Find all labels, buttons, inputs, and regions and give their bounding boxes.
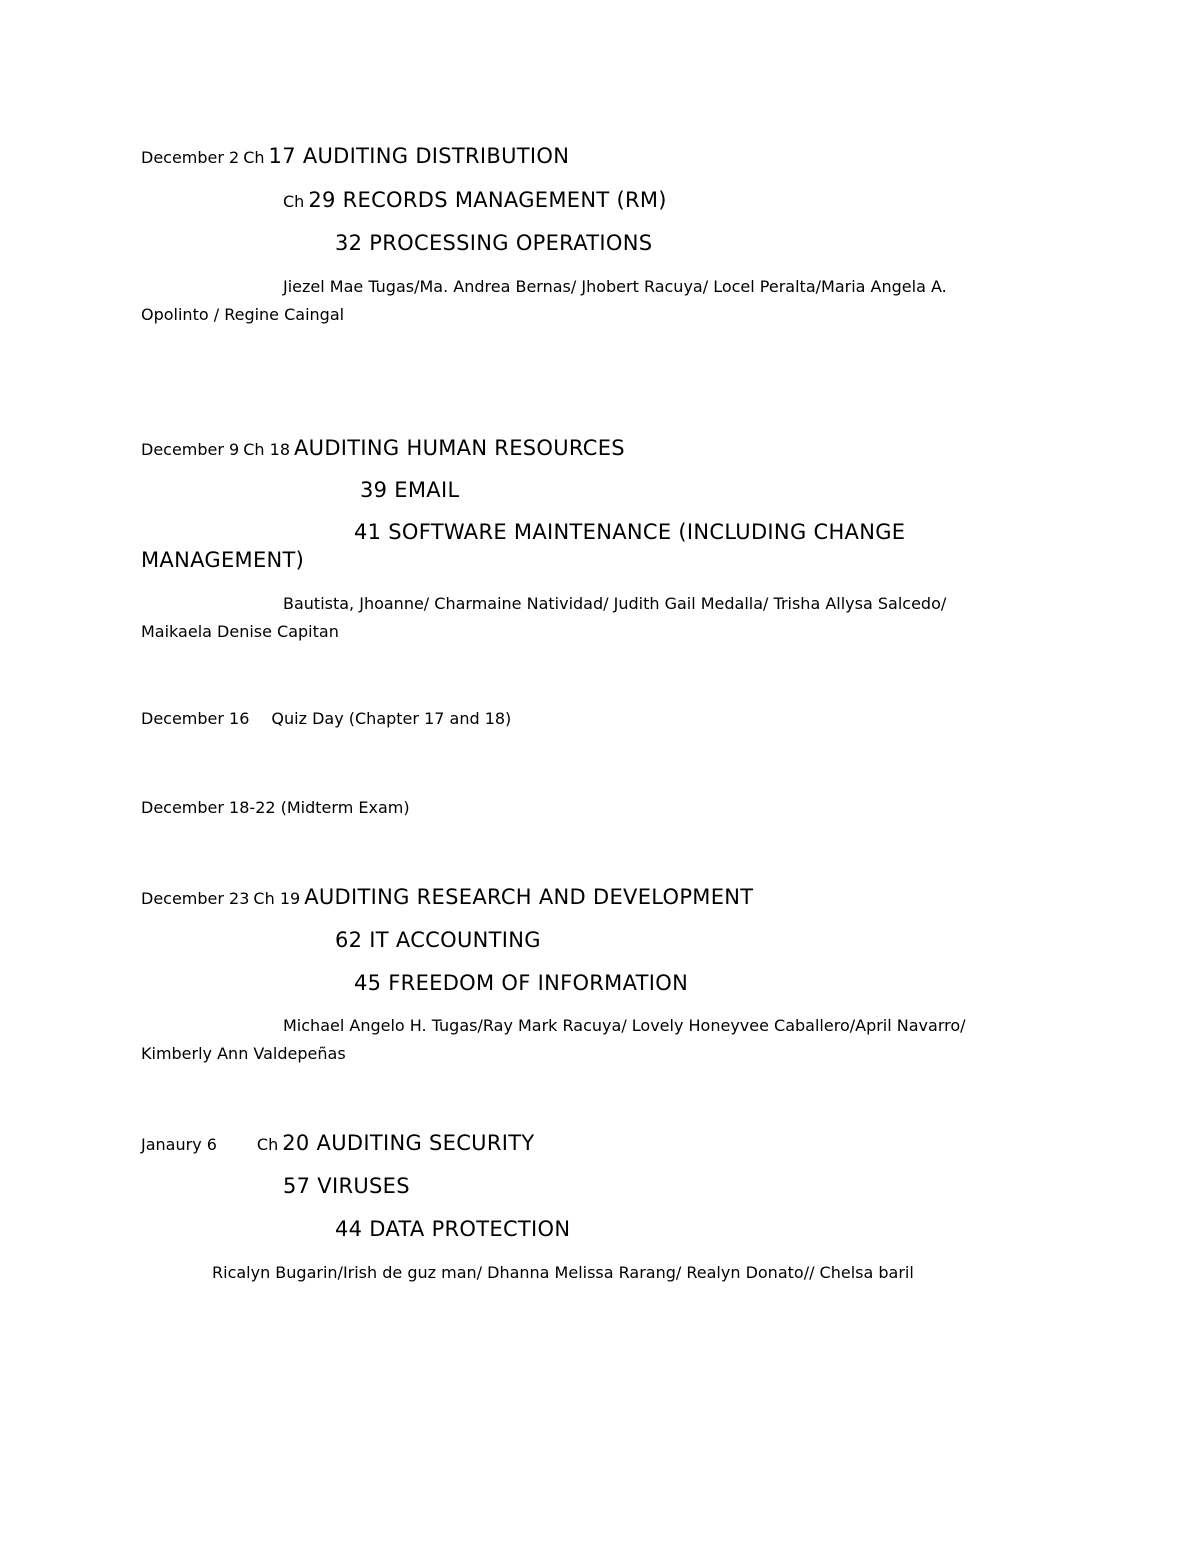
group-members: Opolinto / Regine Caingal [141, 305, 345, 324]
group-members: Jiezel Mae Tugas/Ma. Andrea Bernas/ Jhobert Racuya/ Locel Peralta/Maria Angela A. [283, 277, 947, 296]
group-members: Maikaela Denise Capitan [141, 622, 339, 641]
topic-title: 32 PROCESSING OPERATIONS [335, 231, 653, 255]
schedule-line-dec9-main [141, 438, 625, 459]
topic-title: 44 DATA PROTECTION [335, 1217, 571, 1241]
schedule-line-midterm: December 18-22 (Midterm Exam) [141, 798, 410, 817]
schedule-line-jan6-main [141, 1133, 534, 1154]
topic-title: 39 EMAIL [360, 478, 460, 502]
chapter-prefix: Ch [256, 1135, 279, 1154]
schedule-line-dec2-main [141, 146, 569, 167]
topic-title: 45 FREEDOM OF INFORMATION [354, 971, 689, 995]
chapter-prefix: Ch 18 [243, 440, 290, 459]
topic-title: 57 VIRUSES [283, 1174, 410, 1198]
chapter-prefix: Ch 19 [253, 889, 301, 908]
entry-date: December 23 [141, 889, 250, 908]
entry-date: December 2 [141, 148, 240, 167]
topic-title: 17 AUDITING DISTRIBUTION [268, 144, 570, 168]
topic-title: AUDITING RESEARCH AND DEVELOPMENT [304, 885, 754, 909]
entry-date: Janaury 6 [141, 1135, 217, 1154]
topic-title: 29 RECORDS MANAGEMENT (RM) [308, 188, 667, 212]
schedule-line-dec2-topic2 [283, 190, 667, 211]
group-members: Kimberly Ann Valdepeñas [141, 1044, 346, 1063]
topic-title: 62 IT ACCOUNTING [335, 928, 541, 952]
schedule-line-dec23-main [141, 887, 753, 908]
entry-date: December 9 [141, 440, 240, 459]
chapter-prefix: Ch [243, 148, 265, 167]
topic-title: 20 AUDITING SECURITY [282, 1131, 535, 1155]
group-members: Ricalyn Bugarin/Irish de guz man/ Dhanna Melissa Rarang/ Realyn Donato// Chelsa baril [212, 1263, 914, 1282]
topic-title-continued: MANAGEMENT) [141, 548, 305, 572]
group-members: Bautista, Jhoanne/ Charmaine Natividad/ Judith Gail Medalla/ Trisha Allysa Salcedo/ [283, 594, 947, 613]
schedule-line-dec16 [141, 711, 511, 728]
entry-note: Quiz Day (Chapter 17 and 18) [271, 709, 512, 728]
topic-title: 41 SOFTWARE MAINTENANCE (INCLUDING CHANGE [354, 520, 906, 544]
entry-date: December 16 [141, 709, 250, 728]
chapter-prefix: Ch [283, 192, 305, 211]
topic-title: AUDITING HUMAN RESOURCES [294, 436, 625, 460]
group-members: Michael Angelo H. Tugas/Ray Mark Racuya/ Lovely Honeyvee Caballero/April Navarro/ [283, 1016, 966, 1035]
